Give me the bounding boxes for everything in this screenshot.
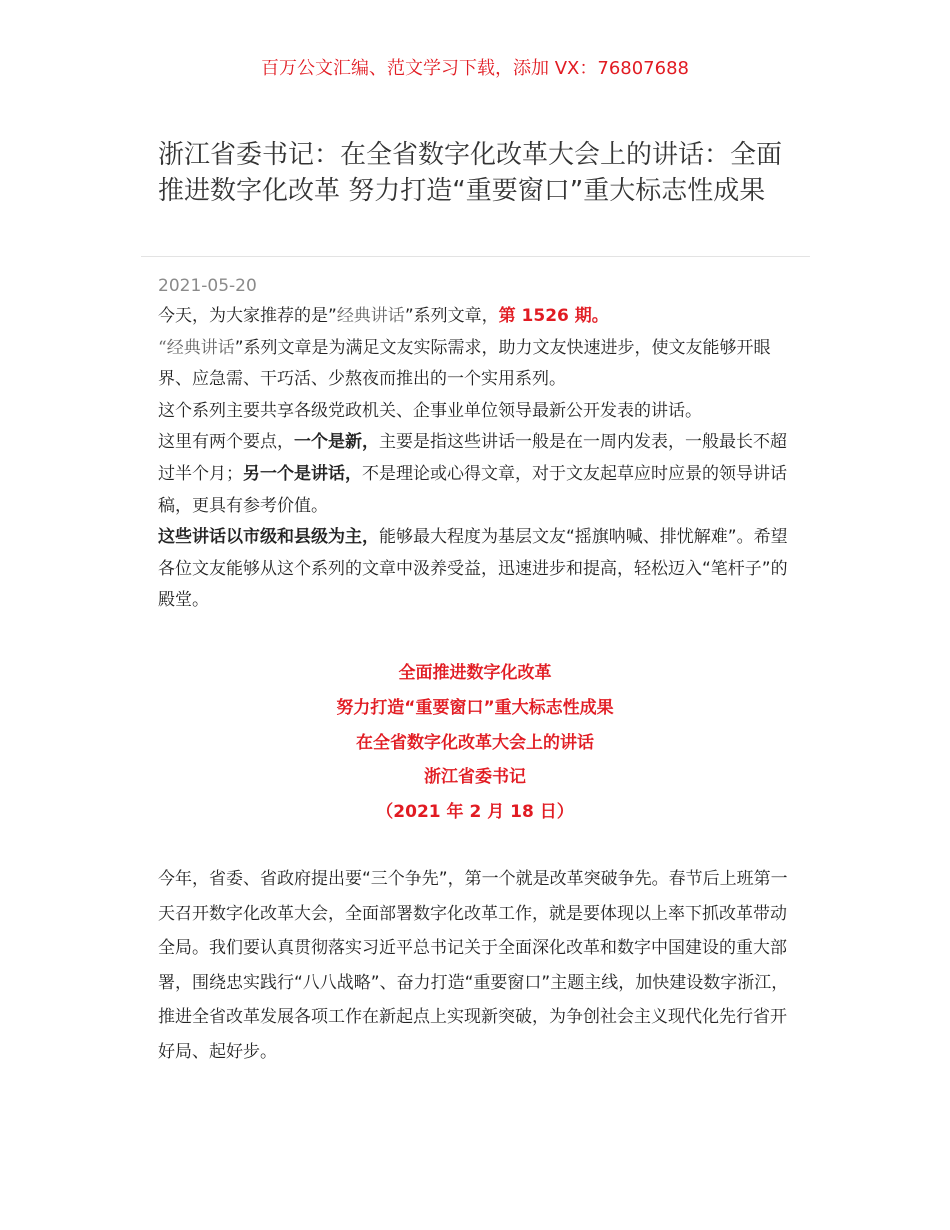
intro-p4-bold-2: 另一个是讲话， xyxy=(243,463,362,484)
intro-section xyxy=(158,301,798,617)
intro-p2-text: ”系列文章是为满足文友实际需求，助力文友快速进步，使文友能够开眼界、应急需、干巧活、少熬夜而推出的一个实用系列。 xyxy=(158,337,771,390)
intro-p1-series-name: 经典讲话 xyxy=(336,306,405,326)
speech-heading xyxy=(0,656,950,830)
intro-paragraph-4 xyxy=(158,427,798,522)
speech-heading-line-3: 在全省数字化改革大会上的讲话 xyxy=(356,732,594,753)
intro-p5-bold: 这些讲话以市级和县级为主， xyxy=(158,527,379,548)
speech-heading-speaker: 浙江省委书记 xyxy=(424,767,526,788)
issue-number: 第 1526 期。 xyxy=(498,306,609,326)
intro-p4-text-c: 主要是指这些讲话一般是在一周内发表，一般最长不超过半个月； xyxy=(158,432,787,484)
intro-p4-text-a: 这里有两个要点， xyxy=(158,432,294,453)
speech-heading-line-1: 全面推进数字化改革 xyxy=(398,663,552,683)
intro-p2-open-quote: “ xyxy=(158,337,167,358)
intro-paragraph-1 xyxy=(158,301,798,333)
body-paragraph-1: 今年，省委、省政府提出要“三个争先”，第一个就是改革突破争先。春节后上班第一天召开数字化改革大会，全面部署数字化改革工作，就是要体现以上率下抓改革带动全局。我们要认真贯彻落实习近平总书记关于全面深化改革和数字中国建设的重大部署，围绕忠实践行“八八战略”、奋力打造“重要窗口”主题主线，加快建设数字浙江，推进全省改革发展各项工作在新起点上实现新突破，为争创社会主义现代化先行省开好局、起好步。 xyxy=(158,869,789,1062)
intro-p1-text-b: ”系列文章， xyxy=(404,306,499,326)
intro-p4-bold-1: 一个是新， xyxy=(294,432,379,453)
intro-paragraph-3: 这个系列主要共享各级党政机关、企事业单位领导最新公开发表的讲话。 xyxy=(158,400,702,421)
speech-heading-date: （2021 年 2 月 18 日） xyxy=(376,802,574,823)
speech-heading-line-2: 努力打造“重要窗口”重大标志性成果 xyxy=(336,697,614,718)
intro-paragraph-2 xyxy=(158,333,798,396)
intro-p4-text-d: 不是理论或心得文章，对于文友起草应时应景的领导讲话稿，更具有参考价值。 xyxy=(158,463,787,516)
intro-p5-text: 能够最大程度为基层文友“摇旗呐喊、排忧解难”。希望各位文友能够从这个系列的文章中汲养受益，迅速进步和提高，轻松迈入“笔杆子”的殿堂。 xyxy=(158,527,788,611)
promo-banner: 百万公文汇编、范文学习下载，添加 VX：76807688 xyxy=(261,58,689,79)
intro-paragraph-5 xyxy=(158,522,798,617)
intro-p2-series-name: 经典讲话 xyxy=(166,337,235,358)
publish-date: 2021-05-20 xyxy=(158,276,257,296)
intro-p1-text-a: 今天，为大家推荐的是” xyxy=(158,306,337,326)
title-divider xyxy=(141,256,810,257)
article-title: 浙江省委书记：在全省数字化改革大会上的讲话：全面推进数字化改革 努力打造“重要窗口”重大标志性成果 xyxy=(158,140,783,206)
